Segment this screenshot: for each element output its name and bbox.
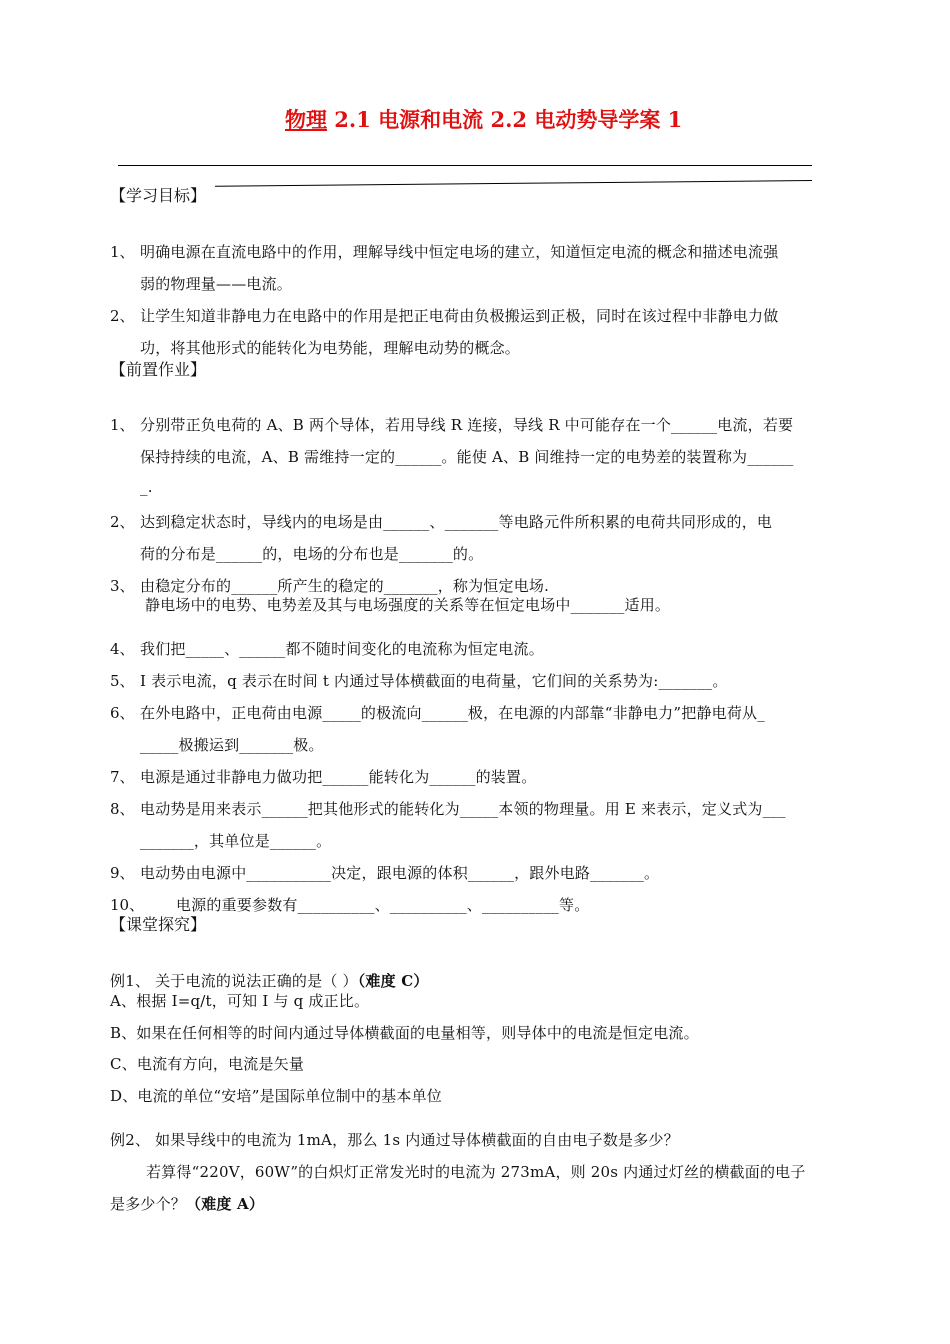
question-text: 由稳定分布的______所产生的稳定的_______，称为恒定电场.: [140, 577, 550, 595]
question-text: 达到稳定状态时，导线内的电场是由______、_______等电路元件所积累的电荷共同形成的，电: [140, 513, 773, 531]
header-rule: [118, 165, 812, 166]
example-2-difficulty: （难度 A）: [186, 1195, 265, 1213]
option-c: C、电流有方向，电流是矢量: [110, 1055, 305, 1073]
question-number: 4、: [110, 640, 135, 658]
document-title: [285, 104, 682, 134]
section-pre-heading: 【前置作业】: [110, 360, 207, 379]
question-text: 分别带正负电荷的 A、B 两个导体，若用导线 R 连接，导线 R 中可能存在一个______电流，若要: [140, 416, 794, 434]
goal-text: 明确电源在直流电路中的作用，理解导线中恒定电场的建立，知道恒定电流的概念和描述电流强: [140, 243, 779, 261]
option-a: A、根据 I=q/t，可知 I 与 q 成正比。: [110, 992, 370, 1010]
question-number: 9、: [110, 864, 135, 882]
question-text: 荷的分布是______的，电场的分布也是_______的。: [140, 545, 484, 563]
option-d: D、电流的单位“安培”是国际单位制中的基本单位: [110, 1087, 442, 1105]
example-2-text: 若算得“220V，60W”的白炽灯正常发光时的电流为 273mA，则 20s 内通过灯丝的横截面的电子: [146, 1163, 806, 1181]
question-text: 电源是通过非静电力做功把______能转化为______的装置。: [140, 768, 537, 786]
option-b: B、如果在任何相等的时间内通过导体横截面的电量相等，则导体中的电流是恒定电流。: [110, 1024, 699, 1042]
question-number: 6、: [110, 704, 135, 722]
example-1-text: 例1、 关于电流的说法正确的是（ ）: [110, 972, 358, 990]
question-number: 10、: [110, 896, 145, 914]
question-number: 5、: [110, 672, 135, 690]
question-text: 我们把_____、______都不随时间变化的电流称为恒定电流。: [140, 640, 544, 658]
example-2-text-end: [110, 1193, 264, 1214]
question-number: 2、: [110, 513, 135, 531]
question-number: 8、: [110, 800, 135, 818]
title-subject: 物理: [285, 107, 327, 132]
section-class-heading: 【课堂探究】: [110, 915, 207, 934]
example-2-line3: 是多少个？: [110, 1195, 187, 1213]
title-main: 2.1 电源和电流 2.2 电动势导学案 1: [327, 107, 683, 132]
goal-number: 1、: [110, 243, 135, 261]
goal-text: 让学生知道非静电力在电路中的作用是把正电荷由负极搬运到正极，同时在该过程中非静电力做: [140, 307, 779, 325]
question-text: 电动势是用来表示______把其他形式的能转化为_____本领的物理量。用 E 来表示，定义式为___: [140, 800, 786, 818]
question-text: 静电场中的电势、电势差及其与电场强度的关系等在恒定电场中_______适用。: [145, 596, 671, 614]
section-goals-heading: 【学习目标】: [110, 186, 207, 205]
goal-number: 2、: [110, 307, 135, 325]
question-text: 在外电路中，正电荷由电源_____的极流向______极，在电源的内部靠“非静电力”把静电荷从_: [140, 704, 765, 722]
question-text: _____极搬运到_______极。: [140, 736, 324, 754]
example-1-difficulty: （难度 C）: [357, 972, 429, 990]
question-text: I 表示电流，q 表示在时间 t 内通过导体横截面的电荷量，它们间的关系势为:_______。: [140, 672, 728, 690]
question-text: 保持持续的电流，A、B 需维持一定的______。能使 A、B 间维持一定的电势差的装置称为______: [140, 448, 794, 466]
question-text: _______，其单位是______。: [140, 832, 332, 850]
question-text: 电源的重要参数有__________、__________、__________等。: [176, 896, 590, 914]
goal-text: 弱的物理量——电流。: [140, 275, 293, 293]
goal-text: 功，将其他形式的能转化为电势能，理解电动势的概念。: [140, 339, 521, 357]
header-rule-2: [215, 180, 812, 187]
question-number: 1、: [110, 416, 135, 434]
question-text: 电动势由电源中___________决定，跟电源的体积______，跟外电路_______。: [140, 864, 660, 882]
example-2-question: 例2、 如果导线中的电流为 1mA，那么 1s 内通过导体横截面的自由电子数是多少？: [110, 1131, 679, 1149]
question-number: 3、: [110, 577, 135, 595]
example-1-question: [110, 970, 429, 991]
question-text: _.: [140, 478, 153, 496]
question-number: 7、: [110, 768, 135, 786]
